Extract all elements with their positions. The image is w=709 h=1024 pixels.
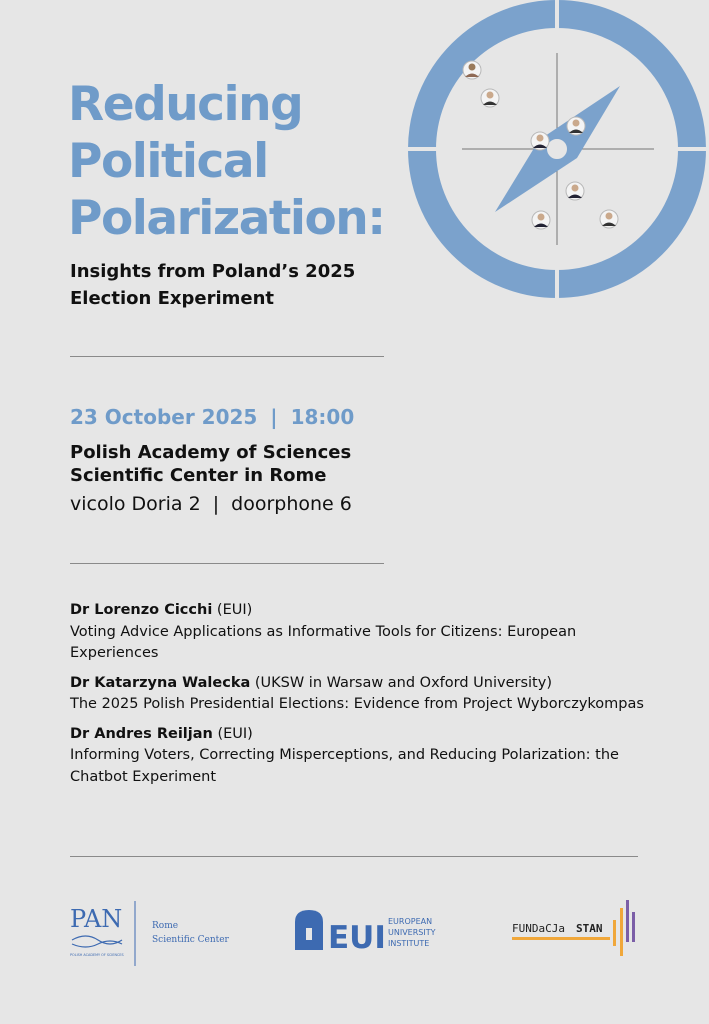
person-avatar-icon: [567, 117, 585, 135]
eui-logo-line: INSTITUTE: [388, 939, 430, 948]
subtitle-line: Election Experiment: [70, 288, 274, 309]
eui-logo-mark: EUI: [328, 920, 386, 954]
stan-logo: [510, 898, 640, 962]
event-address: [70, 493, 352, 515]
compass-icon: [404, 0, 709, 302]
datetime-separator: |: [270, 405, 278, 429]
partner-logos: [0, 890, 709, 970]
talk-title: Informing Voters, Correcting Misperceptions, and Reducing Polarization: the Chatbot Experiment: [70, 747, 619, 785]
talk-title: Voting Advice Applications as Informative Tools for Citizens: European Experiences: [70, 623, 577, 661]
person-avatar-icon: [481, 89, 499, 107]
page-title: [68, 76, 408, 247]
stan-logo-text: FUNDaCJa: [512, 922, 565, 935]
venue-line: Scientific Center in Rome: [70, 465, 327, 486]
eui-logo-line: EUROPEAN: [388, 917, 433, 926]
event-date: 23 October 2025: [70, 405, 258, 429]
divider: [70, 563, 384, 564]
divider: [70, 356, 384, 357]
venue-line: Polish Academy of Sciences: [70, 442, 352, 463]
title-line: Polarization:: [68, 191, 385, 246]
speaker-affiliation: (EUI): [216, 602, 253, 618]
speaker-item: [70, 673, 650, 716]
title-line: Reducing: [68, 77, 303, 132]
speaker-list: [70, 600, 650, 796]
pan-logo-line: Rome: [152, 921, 179, 931]
eui-logo: [293, 908, 443, 954]
event-venue: [70, 441, 430, 487]
speaker-item: [70, 724, 650, 789]
person-avatar-icon: [463, 61, 481, 79]
pan-logo: [68, 898, 243, 968]
speaker-name: Dr Andres Reiljan: [70, 725, 213, 742]
person-avatar-icon: [600, 210, 618, 228]
event-datetime: [70, 405, 354, 429]
speaker-item: [70, 600, 650, 665]
speaker-name: Dr Lorenzo Cicchi: [70, 602, 213, 618]
speaker-name: Dr Katarzyna Walecka: [70, 674, 251, 691]
person-avatar-icon: [566, 182, 584, 200]
subtitle: [70, 258, 410, 312]
person-avatar-icon: [531, 132, 549, 150]
street-address: vicolo Doria 2: [70, 493, 201, 515]
event-time: 18:00: [290, 405, 355, 429]
pan-logo-tagline: POLISH ACADEMY OF SCIENCES: [70, 953, 124, 957]
eui-logo-line: UNIVERSITY: [388, 928, 436, 937]
divider: [70, 856, 638, 857]
address-separator: |: [212, 493, 220, 515]
speaker-affiliation: (EUI): [217, 725, 253, 742]
doorphone: doorphone 6: [231, 493, 352, 515]
pan-logo-line: Scientific Center: [152, 935, 229, 945]
person-avatar-icon: [532, 211, 550, 229]
stan-logo-text: STAN: [576, 922, 603, 935]
pan-logo-mark: PAN: [70, 905, 123, 933]
talk-title: The 2025 Polish Presidential Elections: Evidence from Project Wyborczykompas: [70, 696, 644, 712]
speaker-affiliation: (UKSW in Warsaw and Oxford University): [254, 674, 552, 691]
subtitle-line: Insights from Poland’s 2025: [70, 261, 356, 282]
title-line: Political: [68, 134, 268, 189]
